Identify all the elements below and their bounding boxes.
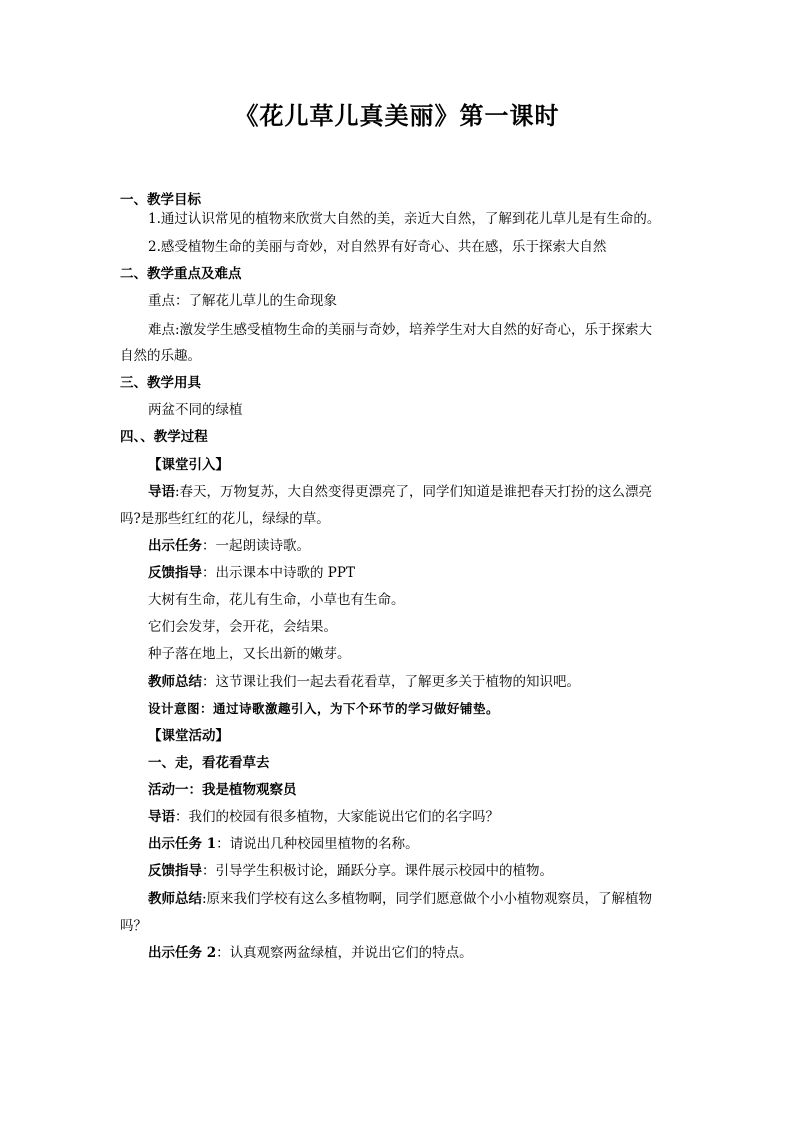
activity-summary-line-1 (148, 889, 652, 909)
intro-feedback (148, 563, 355, 583)
activity-summary-label: 教师总结 (148, 891, 202, 907)
activity-guide-label: 导语 (148, 809, 175, 825)
intro-task-text: ：一起朗读诗歌。 (202, 538, 310, 554)
activity-task-2-label: 出示任务 2 (148, 945, 217, 961)
activity-feedback-text: ：引导学生积极讨论，踊跃分享。课件展示校园中的植物。 (202, 863, 553, 879)
section-heading-key-points: 二、教学重点及难点 (120, 266, 242, 282)
activity-guide (148, 807, 499, 827)
intro-summary (148, 672, 580, 692)
intro-summary-text: ：这节课让我们一起去看花看草，了解更多关于植物的知识吧。 (202, 674, 580, 690)
section-heading-tools: 三、教学用具 (120, 375, 201, 391)
activity-feedback (148, 861, 553, 881)
intro-guide-line-2: 吗?是那些红红的花儿，绿绿的草。 (120, 511, 330, 527)
poem-line-3: 种子落在地上，又长出新的嫩芽。 (148, 646, 351, 662)
intro-guide-text: :春天，万物复苏，大自然变得更漂亮了，同学们知道是谁把春天打扮的这么漂亮 (175, 484, 653, 500)
activity-feedback-label: 反馈指导 (148, 863, 202, 879)
section-heading-objectives: 一、教学目标 (120, 192, 201, 208)
intro-task-label: 出示任务 (148, 538, 202, 554)
intro-feedback-label: 反馈指导 (148, 565, 202, 581)
document-title: 《花儿草儿真美丽》第一课时 (234, 101, 560, 130)
activity-task-1 (148, 834, 419, 854)
objective-item-1: 1.通过认识常见的植物来欣赏大自然的美，亲近大自然，了解到花儿草儿是有生命的。 (148, 211, 661, 227)
poem-line-2: 它们会发芽，会开花，会结果。 (148, 619, 337, 635)
activity-summary-text: :原来我们学校有这么多植物啊，同学们愿意做个小小植物观察员，了解植物 (202, 891, 653, 907)
section-heading-process: 四、、教学过程 (120, 429, 208, 445)
activity-task-2 (148, 943, 473, 963)
activity-1-title: 活动一：我是植物观察员 (148, 782, 297, 798)
intro-guide-label: 导语 (148, 484, 175, 500)
key-point: 重点：了解花儿草儿的生命现象 (148, 293, 337, 309)
activity-guide-text: ：我们的校园有很多植物，大家能说出它们的名字吗？ (175, 809, 499, 825)
activity-task-1-label: 出示任务 1 (148, 836, 217, 852)
difficult-point-line-1: 难点:激发学生感受植物生命的美丽与奇妙，培养学生对大自然的好奇心，乐于探索大 (148, 322, 653, 338)
poem-line-1: 大树有生命，花儿有生命，小草也有生命。 (148, 592, 405, 608)
design-intent: 设计意图：通过诗歌激趣引入，为下个环节的学习做好铺垫。 (148, 701, 500, 716)
intro-task (148, 536, 310, 556)
intro-guide-line-1 (148, 482, 652, 502)
activity-task-1-text: ：请说出几种校园里植物的名称。 (216, 836, 419, 852)
activity-summary-line-2: 吗？ (120, 918, 147, 934)
intro-heading: 【课堂引入】 (148, 457, 229, 473)
objective-item-2: 2.感受植物生命的美丽与奇妙，对自然界有好奇心、共在感，乐于探索大自然 (148, 239, 607, 255)
difficult-point-line-2: 自然的乐趣。 (120, 348, 201, 364)
activity-heading: 【课堂活动】 (148, 728, 229, 744)
activity-part-1: 一、走，看花看草去 (148, 755, 270, 771)
tools-item: 两盆不同的绿植 (148, 402, 243, 418)
intro-feedback-text: ：出示课本中诗歌的 PPT (202, 565, 355, 581)
activity-task-2-text: ：认真观察两盆绿植，并说出它们的特点。 (216, 945, 473, 961)
intro-summary-label: 教师总结 (148, 674, 202, 690)
